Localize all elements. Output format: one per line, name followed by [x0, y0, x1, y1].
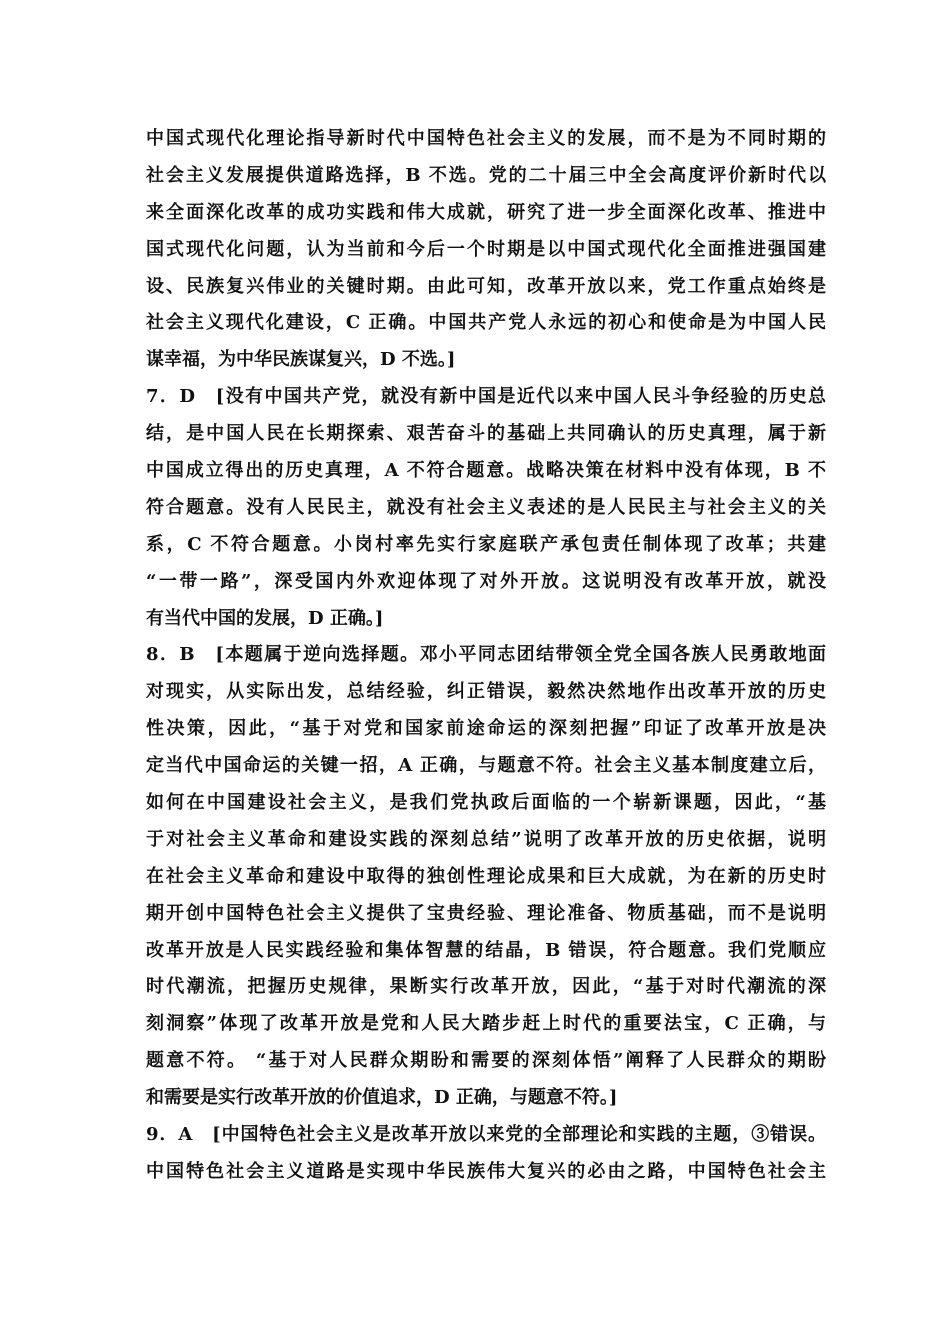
text-line: 结，是中国人民在长期探索、艰苦奋斗的基础上共同确认的历史真理，属于新 — [146, 423, 826, 445]
answer-6-continued — [146, 121, 826, 379]
text-line: 刻洞察”体现了改革开放是党和人民大踏步赶上时代的重要法宝，C 正确，与 — [146, 1013, 826, 1035]
text-line: 在社会主义革命和建设中取得的独创性理论成果和巨大成就，为在新的历史时 — [146, 865, 826, 887]
answer-7 — [146, 379, 826, 637]
text-line: 7．D [没有中国共产党，就没有新中国是近代以来中国人民斗争经验的历史总 — [146, 386, 826, 408]
text-line: 9．A [中国特色社会主义是改革开放以来党的全部理论和实践的主题，③错误。 — [146, 1124, 826, 1146]
text-line: 中国特色社会主义道路是实现中华民族伟大复兴的必由之路，中国特色社会主 — [146, 1160, 826, 1182]
text-line: 来全面深化改革的成功实践和伟大成就，研究了进一步全面深化改革、推进中 — [146, 201, 826, 223]
text-line: 对现实，从实际出发，总结经验，纠正错误，毅然决然地作出改革开放的历史 — [146, 681, 826, 703]
text-line: “一带一路”，深受国内外欢迎体现了对外开放。这说明没有改革开放，就没 — [146, 570, 826, 592]
text-line: 8．B [本题属于逆向选择题。邓小平同志团结带领全党全国各族人民勇敢地面 — [146, 644, 826, 666]
text-line: 系，C 不符合题意。小岗村率先实行家庭联产承包责任制体现了改革；共建 — [146, 533, 826, 555]
text-line: 时代潮流，把握历史规律，果断实行改革开放，因此，“基于对时代潮流的深 — [146, 976, 826, 998]
text-line: 如何在中国建设社会主义，是我们党执政后面临的一个崭新课题，因此，“基 — [146, 792, 826, 814]
text-line: 社会主义现代化建设，C 正确。中国共产党人永远的初心和使命是为中国人民 — [146, 312, 826, 334]
text-line: 符合题意。没有人民民主，就没有社会主义表述的是人民民主与社会主义的关 — [146, 496, 826, 518]
text-line: 社会主义发展提供道路选择，B 不选。党的二十届三中全会高度评价新时代以 — [146, 164, 826, 186]
text-line: 题意不符。 “基于对人民群众期盼和需要的深刻体悟”阐释了人民群众的期盼 — [146, 1050, 826, 1072]
text-line: 有当代中国的发展，D 正确。] — [146, 607, 384, 629]
text-line: 于对社会主义革命和建设实践的深刻总结”说明了改革开放的历史依据，说明 — [146, 828, 826, 850]
text-line: 设、民族复兴伟业的关键时期。由此可知，改革开放以来，党工作重点始终是 — [146, 275, 826, 297]
answer-8 — [146, 637, 826, 1117]
answer-9 — [146, 1117, 826, 1191]
text-line: 谋幸福，为中华民族谋复兴，D 不选。] — [146, 349, 456, 371]
text-line: 改革开放是人民实践经验和集体智慧的结晶，B 错误，符合题意。我们党顺应 — [146, 939, 826, 961]
text-line: 国式现代化问题，认为当前和今后一个时期是以中国式现代化全面推进强国建 — [146, 238, 826, 260]
text-line: 中国式现代化理论指导新时代中国特色社会主义的发展，而不是为不同时期的 — [146, 128, 826, 149]
answer-document — [146, 121, 826, 1191]
text-line: 和需要是实行改革开放的价值追求，D 正确，与题意不符。] — [146, 1087, 618, 1109]
text-line: 定当代中国命运的关键一招，A 正确，与题意不符。社会主义基本制度建立后， — [146, 755, 826, 777]
text-line: 中国成立得出的历史真理，A 不符合题意。战略决策在材料中没有体现，B 不 — [146, 460, 826, 482]
text-line: 期开创中国特色社会主义提供了宝贵经验、理论准备、物质基础，而不是说明 — [146, 902, 826, 924]
text-line: 性决策，因此，“基于对党和国家前途命运的深刻把握”印证了改革开放是决 — [146, 718, 826, 740]
